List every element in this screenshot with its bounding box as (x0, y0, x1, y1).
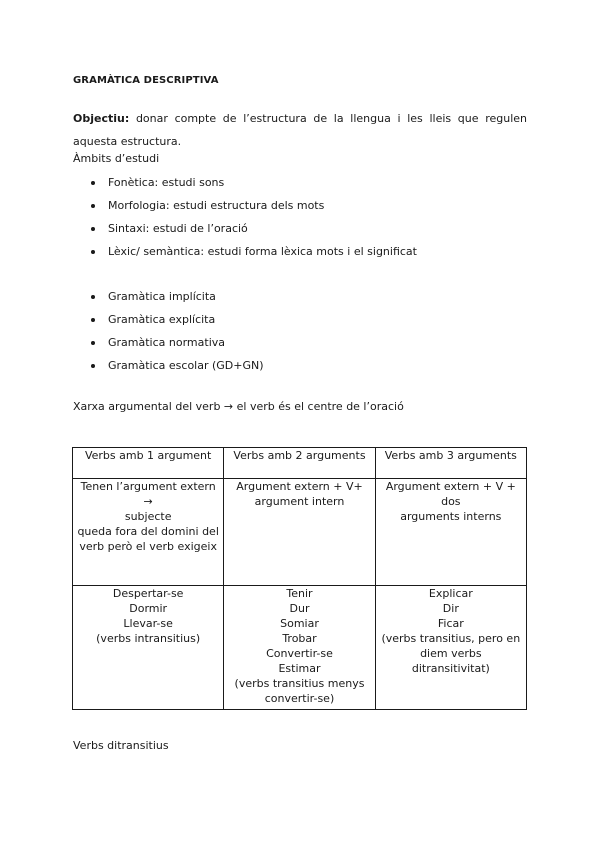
list-item: Gramàtica explícita (73, 308, 264, 331)
ditransitive-verbs-heading: Verbs ditransitius (73, 739, 169, 752)
cell-line: Dur (289, 602, 310, 615)
cell-line: arguments interns (400, 510, 502, 523)
page-title: GRAMÀTICA DESCRIPTIVA (73, 75, 219, 86)
description-cell-2 (224, 479, 375, 586)
table-row-examples (73, 586, 527, 710)
list-item: Gramàtica normativa (73, 331, 264, 354)
cell-line: subjecte (124, 510, 172, 523)
ambits-list (73, 171, 417, 263)
argument-network-line: Xarxa argumental del verb → el verb és el centre de l’oració (73, 400, 404, 413)
cell-line: argument intern (254, 495, 345, 508)
cell-line: Ficar (437, 617, 464, 630)
examples-cell-3 (375, 586, 526, 710)
list-item: Fonètica: estudi sons (73, 171, 417, 194)
cell-line: Tenir (286, 587, 313, 600)
objective-paragraph (73, 107, 527, 153)
cell-line: Dir (442, 602, 459, 615)
verbs-arguments-table (72, 447, 527, 710)
header-cell-2-arguments: Verbs amb 2 arguments (224, 448, 375, 479)
cell-line: queda fora del domini del (77, 525, 219, 538)
cell-line: Explicar (428, 587, 473, 600)
cell-line: Despertar-se (112, 587, 184, 600)
list-item: Gramàtica escolar (GD+GN) (73, 354, 264, 377)
examples-cell-2 (224, 586, 375, 710)
description-cell-1 (73, 479, 224, 586)
cell-line: Llevar-se (123, 617, 173, 630)
list-item: Lèxic/ semàntica: estudi forma lèxica mots i el significat (73, 240, 417, 263)
objective-label: Objectiu: (73, 112, 130, 125)
ambits-heading: Àmbits d’estudi (73, 152, 160, 165)
table-row-descriptions (73, 479, 527, 586)
list-item: Morfologia: estudi estructura dels mots (73, 194, 417, 217)
cell-line: Dormir (129, 602, 168, 615)
cell-line: (verbs intransitius) (96, 632, 201, 645)
cell-line: Tenen l’argument extern → (80, 480, 216, 508)
header-cell-1-argument: Verbs amb 1 argument (73, 448, 224, 479)
cell-line: Somiar (280, 617, 319, 630)
cell-line: Argument extern + V+ (236, 480, 363, 493)
cell-line: Trobar (282, 632, 317, 645)
objective-text: donar compte de l’estructura de la llengua i les lleis que regulen aquesta estructura. (73, 112, 528, 148)
cell-line: convertir-se) (264, 692, 335, 705)
cell-line: Convertir-se (266, 647, 333, 660)
grammar-types-list (73, 285, 264, 377)
list-item: Gramàtica implícita (73, 285, 264, 308)
cell-line: (verbs transitius menys (234, 677, 365, 690)
list-item: Sintaxi: estudi de l’oració (73, 217, 417, 240)
cell-line: verb però el verb exigeix (79, 540, 217, 553)
table-header-row (73, 448, 527, 479)
header-cell-3-arguments: Verbs amb 3 arguments (375, 448, 526, 479)
description-cell-3 (375, 479, 526, 586)
examples-cell-1 (73, 586, 224, 710)
cell-line: (verbs transitius, pero en (381, 632, 521, 645)
cell-line: diem verbs ditransitivitat) (411, 647, 490, 675)
cell-line: Estimar (278, 662, 321, 675)
cell-line: Argument extern + V + dos (385, 480, 516, 508)
